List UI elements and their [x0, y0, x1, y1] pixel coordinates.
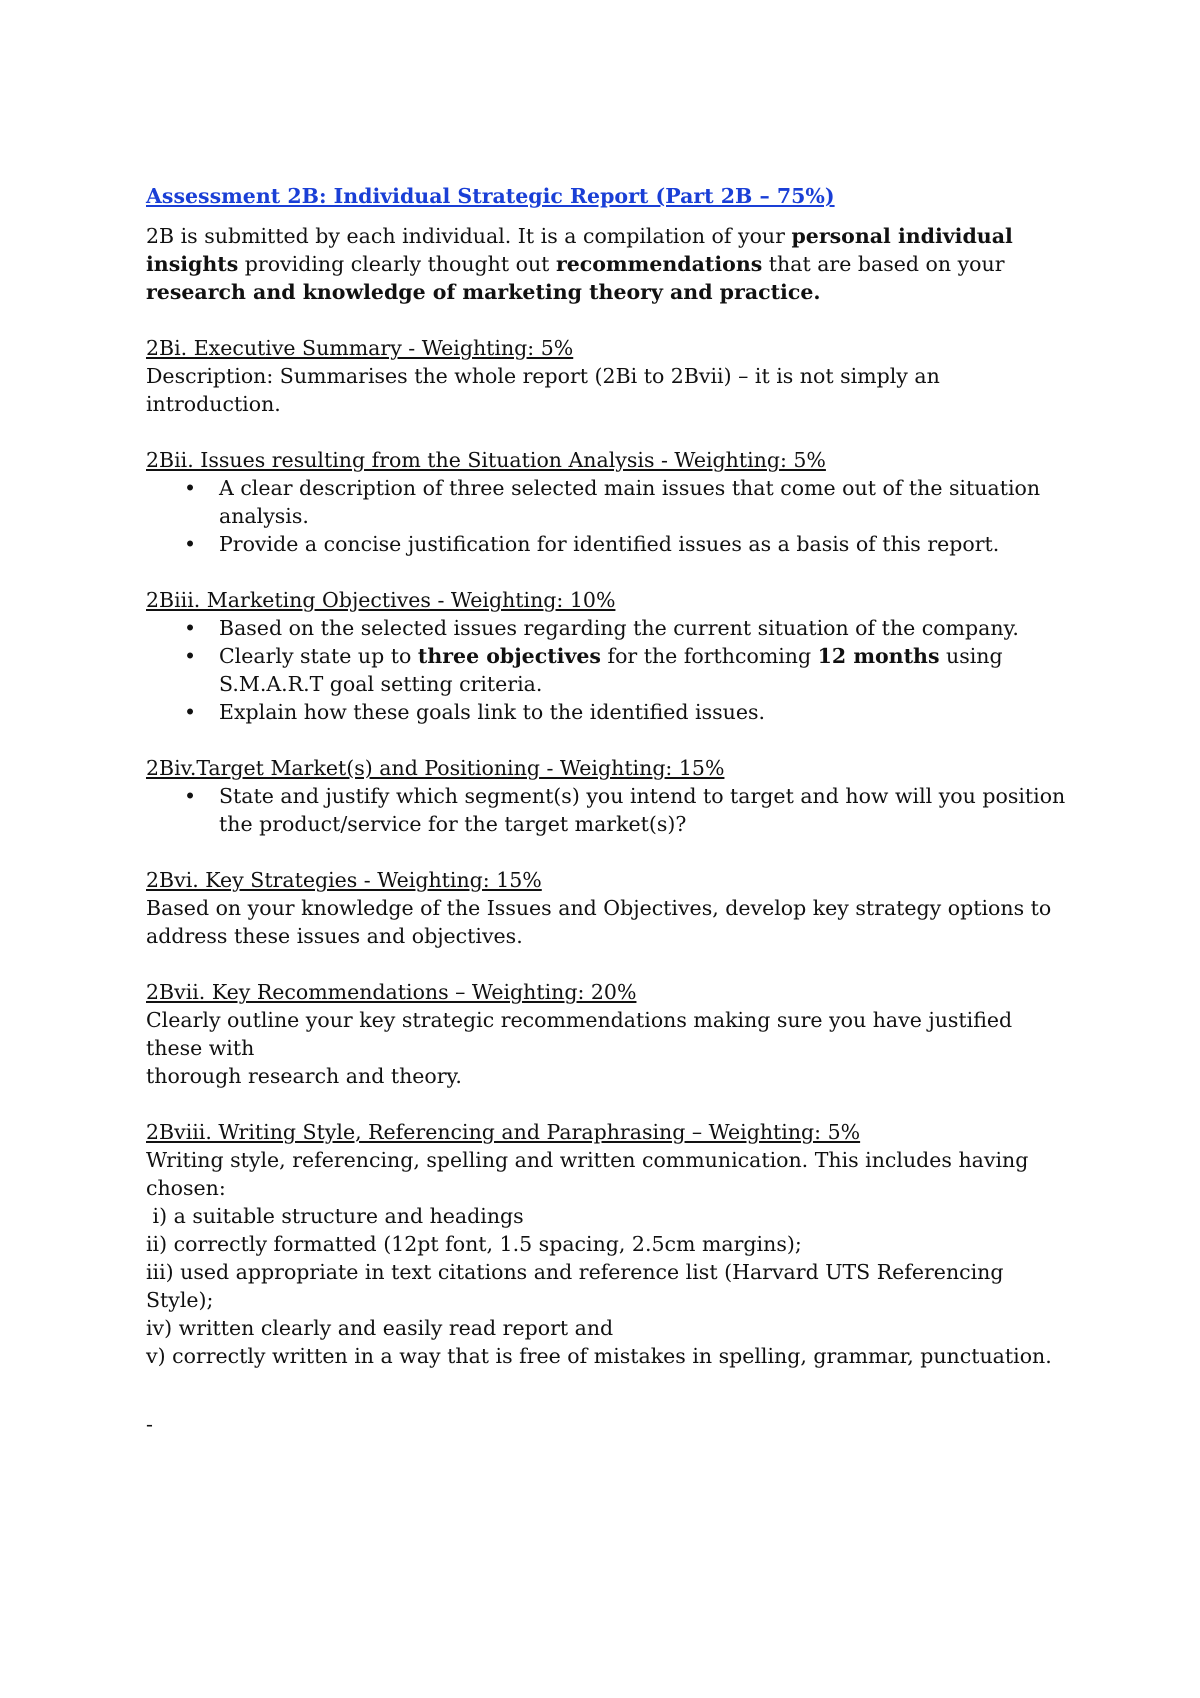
list-item-bold: 12 months	[817, 644, 940, 668]
list-item	[146, 782, 1066, 838]
section-heading: 2Bvii. Key Recommendations – Weighting: 20%	[146, 980, 637, 1004]
list-item	[146, 530, 1066, 558]
list-item-text: Provide a concise justification for identified issues as a basis of this report.	[219, 532, 1000, 556]
list-item-text-part: for the forthcoming	[600, 644, 818, 668]
section-description: Description: Summarises the whole report (2Bi to 2Bvii) – it is not simply an introduction.	[146, 364, 940, 416]
section-heading: 2Biii. Marketing Objectives - Weighting: 10%	[146, 588, 616, 612]
list-item	[146, 614, 1066, 642]
criteria-line: v) correctly written in a way that is free of mistakes in spelling, grammar, punctuation.	[146, 1344, 1052, 1368]
section-heading: 2Bvi. Key Strategies - Weighting: 15%	[146, 868, 542, 892]
trailing-dash: -	[146, 1412, 153, 1436]
bullet-icon: •	[184, 784, 197, 808]
bullet-icon: •	[184, 476, 197, 500]
section-heading: 2Bii. Issues resulting from the Situation Analysis - Weighting: 5%	[146, 448, 826, 472]
section-issues	[146, 446, 1066, 558]
section-description: Clearly outline your key strategic recommendations making sure you have justified these with	[146, 1008, 1013, 1060]
document-body	[146, 182, 1066, 1438]
section-heading: 2Bi. Executive Summary - Weighting: 5%	[146, 336, 574, 360]
bullet-icon: •	[184, 532, 197, 556]
intro-bold-3: research and knowledge of marketing theory and practice.	[146, 280, 821, 304]
bullet-list	[146, 614, 1066, 726]
intro-text-1: 2B is submitted by each individual. It is a compilation of your	[146, 224, 792, 248]
bullet-icon: •	[184, 644, 197, 668]
intro-paragraph	[146, 222, 1066, 306]
section-executive-summary	[146, 334, 1066, 418]
section-description: Based on your knowledge of the Issues and Objectives, develop key strategy options to address these issues and objectives.	[146, 896, 1052, 948]
intro-text-3: that are based on your	[762, 252, 1005, 276]
intro-text-2: providing clearly thought out	[238, 252, 556, 276]
intro-bold-1: personal individual insights	[146, 224, 1013, 276]
section-description: thorough research and theory.	[146, 1064, 462, 1088]
list-item-bold: three objectives	[417, 644, 601, 668]
criteria-line: iii) used appropriate in text citations and reference list (Harvard UTS Referencing Style);	[146, 1260, 1004, 1312]
bullet-list	[146, 474, 1066, 558]
bullet-icon: •	[184, 616, 197, 640]
section-key-recommendations	[146, 978, 1066, 1090]
document-title[interactable]: Assessment 2B: Individual Strategic Report (Part 2B – 75%)	[146, 184, 835, 208]
criteria-line: ii) correctly formatted (12pt font, 1.5 spacing, 2.5cm margins);	[146, 1232, 802, 1256]
section-marketing-objectives	[146, 586, 1066, 726]
list-item-text: A clear description of three selected main issues that come out of the situation analysis.	[219, 476, 1041, 528]
list-item-text: Explain how these goals link to the identified issues.	[219, 700, 765, 724]
criteria-line: iv) written clearly and easily read report and	[146, 1316, 614, 1340]
list-item-text-part: using S.M.A.R.T goal setting criteria.	[219, 644, 1003, 696]
section-target-market	[146, 754, 1066, 838]
criteria-line: i) a suitable structure and headings	[146, 1204, 524, 1228]
bullet-icon: •	[184, 700, 197, 724]
list-item-text: Based on the selected issues regarding the current situation of the company.	[219, 616, 1019, 640]
section-key-strategies	[146, 866, 1066, 950]
section-writing-style	[146, 1118, 1066, 1370]
section-heading: 2Bviii. Writing Style, Referencing and Paraphrasing – Weighting: 5%	[146, 1120, 861, 1144]
list-item	[146, 474, 1066, 530]
section-heading: 2Biv.Target Market(s) and Positioning - Weighting: 15%	[146, 756, 725, 780]
intro-bold-2: recommendations	[555, 252, 763, 276]
list-item-text-part: Clearly state up to	[219, 644, 418, 668]
list-item-text: State and justify which segment(s) you intend to target and how will you position the product/service for the target market(s)?	[219, 784, 1066, 836]
list-item	[146, 642, 1066, 698]
criteria-line: Writing style, referencing, spelling and written communication. This includes having chosen:	[146, 1148, 1029, 1200]
bullet-list	[146, 782, 1066, 838]
list-item	[146, 698, 1066, 726]
